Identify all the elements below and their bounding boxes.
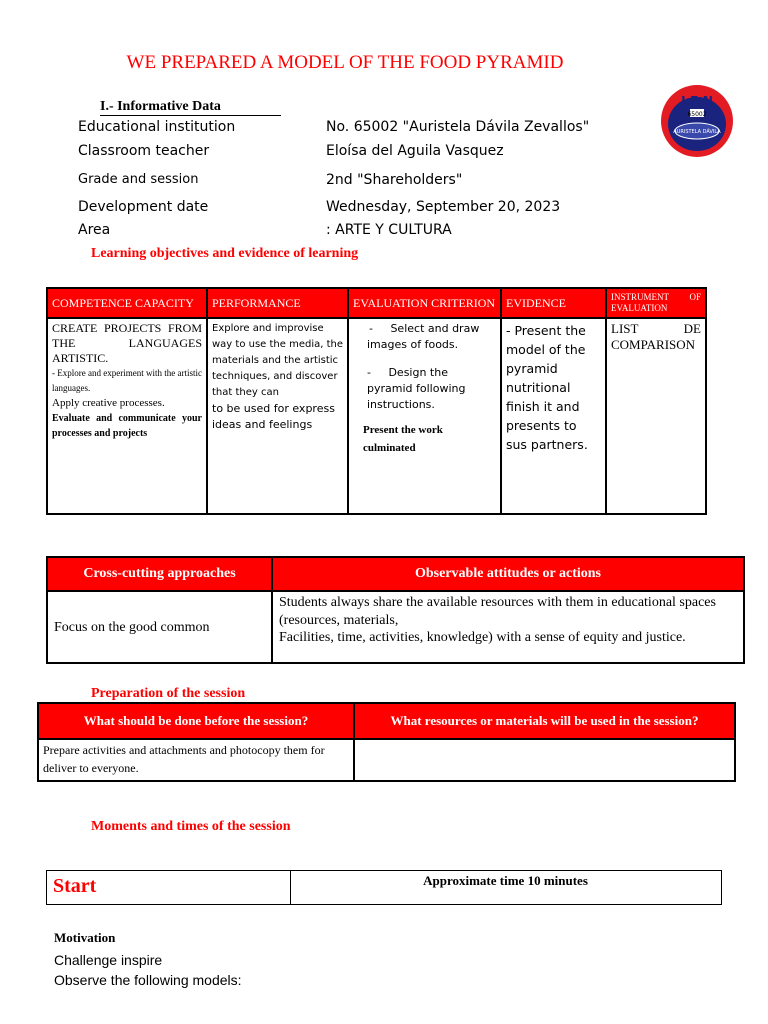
objectives-heading: Learning objectives and evidence of learning [91,246,359,261]
cross-cutting-table [46,556,745,664]
start-box [46,870,722,905]
criterion-item-design: Design the pyramid following instructions. [367,366,466,411]
info-heading-underline [100,115,281,116]
competence-main: CREATE PROJECTS FROM THE LANGUAGES ARTISTIC. [52,321,202,365]
motivation-line-1: Challenge inspire [54,952,163,968]
header-before-session: What should be done before the session? [38,703,354,739]
header-evidence: EVIDENCE [501,288,606,318]
school-logo [660,84,734,158]
info-label-institution: Educational institution [78,119,236,135]
before-session-cell: Prepare activities and attachments and photocopy them for deliver to everyone. [38,739,354,781]
header-cross-cutting: Cross-cutting approaches [47,557,272,591]
approx-time-label: Approximate time 10 minutes [423,873,588,888]
page-title: WE PREPARED A MODEL OF THE FOOD PYRAMID [126,52,564,73]
info-label-grade: Grade and session [78,172,199,187]
evidence-cell: - Present the model of the pyramid nutritional finish it and presents to sus partners. [501,318,606,514]
header-attitudes: Observable attitudes or actions [272,557,744,591]
instrument-cell: LIST DE COMPARISON [606,318,706,514]
info-value-grade: 2nd "Shareholders" [326,172,463,188]
header-performance: PERFORMANCE [207,288,348,318]
competence-sub-explore: - Explore and experiment with the artistic languages. [52,368,202,393]
evidence-text: Present the model of the pyramid nutritional finish it and presents to sus partners. [506,323,588,452]
svg-text:AURISTELA DÁVILA: AURISTELA DÁVILA [673,129,721,135]
info-heading: I.- Informative Data [100,99,221,114]
svg-text:65002: 65002 [687,111,707,118]
attitude-text-1: Students always share the available resources with them in educational spaces (resources, materials, [279,595,716,628]
header-criterion: EVALUATION CRITERION [348,288,501,318]
criterion-item-select: Select and draw images of foods. [367,322,480,351]
criterion-cell: - Select and draw images of foods. - Design the pyramid following instructions. Present the work culminated [348,318,501,514]
competence-sub-evaluate: Evaluate and communicate your processes and projects [52,413,202,439]
competence-sub-apply: Apply creative processes. [52,397,165,409]
performance-text-1: Explore and improvise way to use the media, the materials and the artistic techniques, and discover that they can [212,323,344,398]
info-label-date: Development date [78,199,209,215]
start-label: Start [53,875,97,897]
moments-heading: Moments and times of the session [91,819,291,834]
resources-cell [354,739,735,781]
info-label-area: Area [78,222,111,238]
info-value-institution: No. 65002 "Auristela Dávila Zevallos" [326,119,590,135]
performance-text-2: to be used for express ideas and feelings [212,402,335,431]
info-value-teacher: Eloísa del Aguila Vasquez [326,143,504,159]
criterion-present: Present the work culminated [363,424,443,454]
motivation-line-2: Observe the following models: [54,972,242,988]
objectives-table [46,287,707,515]
info-value-date: Wednesday, September 20, 2023 [326,199,561,215]
info-value-area: : ARTE Y CULTURA [326,222,452,238]
svg-text:I.E.N: I.E.N [681,94,713,108]
performance-cell [207,318,348,514]
header-resources: What resources or materials will be used in the session? [354,703,735,739]
preparation-heading: Preparation of the session [91,686,246,701]
info-label-teacher: Classroom teacher [78,143,210,159]
motivation-heading: Motivation [54,930,116,945]
header-competence: COMPETENCE CAPACITY [47,288,207,318]
attitude-text-2: Facilities, time, activities, knowledge) with a sense of equity and justice. [279,630,686,645]
preparation-table [37,702,736,782]
approach-cell: Focus on the good common [47,591,272,663]
header-instrument: INSTRUMENT OF EVALUATION [606,288,706,318]
attitudes-cell [272,591,744,663]
competence-cell [47,318,207,514]
